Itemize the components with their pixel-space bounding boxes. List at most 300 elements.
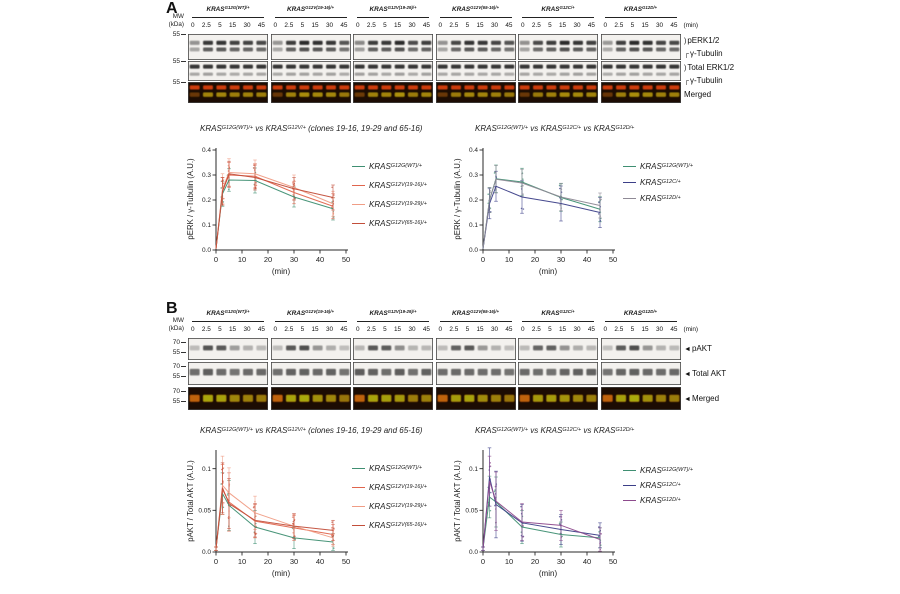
timepoint-labels (356, 22, 430, 29)
timepoint: 45 (257, 326, 265, 333)
timepoint: 45 (505, 22, 513, 29)
blot-image-mergedB (188, 387, 268, 410)
arrowhead-icon: ◄ (684, 396, 691, 403)
legend-line-swatch (352, 506, 365, 508)
svg-text:0.05: 0.05 (198, 507, 211, 515)
mw-marker (160, 339, 186, 346)
timepoint: 15 (559, 22, 567, 29)
chart-plot (184, 138, 356, 288)
legend-line-swatch (352, 185, 365, 187)
timepoint-labels (191, 326, 265, 333)
blot-image-pAKT (353, 338, 433, 360)
blot-image-mergedB (601, 387, 681, 410)
blot-row-label (684, 36, 719, 45)
legend-line-swatch (352, 204, 365, 206)
svg-text:10: 10 (237, 255, 247, 264)
svg-text:(min): (min) (271, 569, 291, 578)
timepoint: 45 (422, 22, 430, 29)
blot-panel (188, 34, 268, 60)
timepoint: 0 (273, 326, 278, 333)
mw-marker (160, 58, 186, 65)
timepoint: 15 (229, 22, 237, 29)
blot-row-label (684, 49, 723, 58)
svg-text:50: 50 (341, 255, 351, 264)
blot-image-totalAKT (601, 362, 681, 385)
blot-panel (271, 362, 351, 385)
timepoint: 5 (465, 326, 470, 333)
mw-tick (181, 391, 186, 392)
legend-line-swatch (352, 468, 365, 470)
timepoint: 15 (476, 22, 484, 29)
blot-panel (353, 362, 433, 385)
svg-text:0.0: 0.0 (201, 247, 211, 255)
svg-text:0.0: 0.0 (201, 549, 211, 557)
blot-panel (436, 362, 516, 385)
timepoint: 30 (325, 326, 334, 333)
legend-label: $KRAS^{G12C/+}$ (640, 481, 681, 490)
timepoint: 2.5 (366, 326, 376, 333)
panel-b-label: B (166, 300, 178, 317)
svg-text:20: 20 (263, 255, 273, 264)
blot-row-label-text: Merged (691, 394, 720, 403)
timepoint: 5 (630, 22, 635, 29)
timepoint: 30 (408, 22, 416, 29)
svg-text:0: 0 (213, 255, 219, 264)
blot-panel (601, 61, 681, 81)
mw-kda-label: MW (kDa) (168, 317, 184, 332)
panel-a-label: A (166, 0, 178, 17)
timepoint: 30 (243, 22, 251, 29)
mw-marker (160, 388, 186, 395)
mw-value: 70 (172, 363, 180, 370)
chart-legend (623, 162, 693, 210)
timepoint: 45 (670, 326, 678, 333)
legend-label: $KRAS^{G12G(WT)/+}$ (369, 162, 423, 171)
blot-panel (353, 34, 433, 60)
genotype-label: $KRAS^{G12V(19-16)/+}$ (287, 5, 334, 13)
legend-line-swatch (352, 525, 365, 527)
timepoint: 15 (394, 22, 402, 29)
timepoint: 30 (408, 326, 416, 333)
legend-label: $KRAS^{G12C/+}$ (640, 178, 681, 187)
blot-panel (436, 387, 516, 410)
legend-label: $KRAS^{G12V(19-29)/+}$ (369, 502, 427, 511)
timepoint: 5 (300, 22, 305, 29)
chart-title: $KRAS^{G12G(WT)/+}$ vs $KRAS^{G12C/+}$ vs $KRAS^{G12D/+}$ (475, 124, 635, 133)
timepoint: 30 (243, 326, 251, 333)
blot-image-pAKT (518, 338, 598, 360)
blot-row-label-text: Total AKT (691, 369, 727, 378)
timepoint: 2.5 (531, 326, 541, 333)
timepoint: 0 (603, 326, 608, 333)
legend-entry (352, 181, 427, 190)
blot-image-mergedA (271, 82, 351, 103)
timepoint-labels (439, 326, 513, 333)
blot-row-label (684, 63, 734, 72)
legend-entry (623, 194, 693, 203)
mw-marker (160, 398, 186, 405)
blot-panel (436, 338, 516, 360)
timepoint: 5 (383, 326, 387, 333)
blot-row-label (684, 344, 712, 353)
blot-panel (436, 34, 516, 60)
svg-text:0: 0 (480, 255, 486, 264)
blot-panel (353, 387, 433, 410)
svg-text:0.3: 0.3 (468, 172, 478, 180)
mw-marker (160, 31, 186, 38)
mw-value: 55 (172, 31, 180, 38)
genotype-label: $KRAS^{G12C/+}$ (541, 309, 575, 317)
timepoint: 2.5 (614, 22, 624, 29)
svg-text:pAKT / Total AKT (A.U.): pAKT / Total AKT (A.U.) (453, 460, 462, 542)
blot-image-doubletERK (271, 34, 351, 60)
blot-row-label (684, 76, 723, 85)
mw-tick (181, 366, 186, 367)
blot-panel (188, 61, 268, 81)
genotype-label: $KRAS^{G12D/+}$ (623, 309, 658, 317)
blot-panel (518, 362, 598, 385)
timepoint: 2.5 (284, 22, 294, 29)
blot-panel (601, 362, 681, 385)
svg-text:(min): (min) (538, 267, 558, 276)
mw-tick (181, 401, 186, 402)
timepoint-labels (274, 22, 348, 29)
timepoint-labels (604, 326, 678, 333)
svg-text:10: 10 (237, 557, 247, 566)
blot-image-doubletERK (353, 34, 433, 60)
blot-row-label-text: pERK1/2 (687, 36, 720, 45)
blot-panel (188, 82, 268, 103)
chart-legend (352, 464, 427, 540)
blot-panel (271, 387, 351, 410)
legend-line-swatch (623, 500, 636, 502)
legend-entry (623, 162, 693, 171)
blot-panel (518, 82, 598, 103)
timepoint: 2.5 (366, 22, 376, 29)
genotype-underline (192, 17, 264, 18)
svg-text:0.2: 0.2 (201, 197, 211, 205)
timepoint: 45 (587, 22, 595, 29)
svg-text:40: 40 (582, 557, 592, 566)
mw-kda-label: MW (kDa) (168, 13, 184, 28)
mw-value: 55 (172, 398, 180, 405)
genotype-underline (605, 17, 677, 18)
timepoint-labels (356, 326, 430, 333)
genotype-label: $KRAS^{G12D/+}$ (623, 5, 658, 13)
svg-text:0.0: 0.0 (468, 549, 478, 557)
svg-text:0: 0 (213, 557, 219, 566)
genotype-label: $KRAS^{G12V(65-16)/+}$ (452, 309, 499, 317)
legend-line-swatch (623, 166, 636, 168)
legend-entry (352, 521, 427, 530)
mw-value: 70 (172, 388, 180, 395)
chart-legend (623, 466, 693, 511)
blot-row-label (684, 394, 719, 403)
timepoint: 0 (521, 22, 525, 29)
min-unit-label: (min) (683, 22, 699, 29)
timepoint: 15 (229, 326, 237, 333)
legend-label: $KRAS^{G12G(WT)/+}$ (369, 464, 423, 473)
timepoint-labels (604, 22, 678, 29)
svg-text:0.4: 0.4 (201, 147, 211, 155)
timepoint: 5 (300, 326, 305, 333)
legend-label: $KRAS^{G12V(19-29)/+}$ (369, 200, 427, 209)
mw-value: 70 (172, 339, 180, 346)
blot-image-pAKT (601, 338, 681, 360)
svg-text:50: 50 (608, 557, 618, 566)
legend-line-swatch (623, 470, 636, 472)
chart-title: $KRAS^{G12G(WT)/+}$ vs $KRAS^{G12C/+}$ vs $KRAS^{G12D/+}$ (475, 426, 635, 435)
arrowhead-icon: ◄ (684, 371, 691, 378)
legend-line-swatch (352, 223, 365, 225)
brace-icon: ) (684, 38, 687, 45)
blot-panel (353, 61, 433, 81)
chart-title: $KRAS^{G12G(WT)/+}$ vs $KRAS^{G12V/+}$ (clones 19-16, 19-29 and 65-16) (200, 124, 423, 133)
blot-panel (271, 61, 351, 81)
genotype-label: $KRAS^{G12G(WT)/+}$ (206, 309, 250, 317)
genotype-underline (440, 321, 512, 322)
timepoint: 2.5 (614, 326, 624, 333)
blot-panel (188, 387, 268, 410)
legend-entry (623, 496, 693, 505)
svg-text:20: 20 (530, 255, 540, 264)
genotype-underline (522, 321, 594, 322)
genotype-label: $KRAS^{G12V(19-16)/+}$ (287, 309, 334, 317)
timepoint: 30 (490, 326, 499, 333)
svg-text:30: 30 (556, 557, 566, 566)
timepoint: 30 (490, 22, 499, 29)
svg-text:20: 20 (263, 557, 273, 566)
genotype-underline (275, 321, 347, 322)
svg-text:0.1: 0.1 (468, 222, 478, 230)
mw-value: 55 (172, 373, 180, 380)
blot-image-totalAKT (271, 362, 351, 385)
mw-tick (181, 352, 186, 353)
timepoint: 2.5 (284, 326, 294, 333)
blot-image-pAKT (271, 338, 351, 360)
blot-image-totalERK (436, 61, 516, 81)
mw-value: 55 (172, 58, 180, 65)
svg-text:0.0: 0.0 (468, 247, 478, 255)
brace-icon: ┌ (684, 51, 689, 58)
timepoint-labels (521, 326, 595, 333)
legend-line-swatch (623, 182, 636, 184)
timepoint: 45 (670, 22, 678, 29)
blot-image-totalAKT (188, 362, 268, 385)
timepoint: 45 (422, 326, 430, 333)
svg-text:(min): (min) (538, 569, 558, 578)
mw-value: 55 (172, 349, 180, 356)
timepoint: 5 (548, 326, 552, 333)
timepoint: 30 (655, 22, 664, 29)
svg-text:(min): (min) (271, 267, 291, 276)
svg-text:pAKT / Total AKT (A.U.): pAKT / Total AKT (A.U.) (186, 460, 195, 542)
blot-image-doubletERK (188, 34, 268, 60)
genotype-label: $KRAS^{G12C/+}$ (541, 5, 575, 13)
genotype-label: $KRAS^{G12V(19-29)/+}$ (369, 5, 417, 13)
genotype-label: $KRAS^{G12V(19-29)/+}$ (369, 309, 417, 317)
blot-image-totalAKT (436, 362, 516, 385)
mw-tick (181, 82, 186, 83)
blot-panel (436, 61, 516, 81)
blot-image-mergedA (518, 82, 598, 103)
blot-image-mergedB (436, 387, 516, 410)
svg-text:30: 30 (289, 255, 299, 264)
blot-panel (518, 387, 598, 410)
timepoint: 0 (521, 326, 525, 333)
svg-text:50: 50 (341, 557, 351, 566)
timepoint-labels (521, 22, 595, 29)
legend-entry (352, 219, 427, 228)
timepoint: 15 (641, 22, 649, 29)
blot-row-label (684, 369, 726, 378)
timepoint: 30 (325, 22, 334, 29)
timepoint: 5 (630, 326, 635, 333)
blot-row-label-text: Total ERK1/2 (687, 63, 735, 72)
genotype-label: $KRAS^{G12V(65-16)/+}$ (452, 5, 499, 13)
svg-text:40: 40 (582, 255, 592, 264)
svg-text:pERK / γ-Tubulin (A.U.): pERK / γ-Tubulin (A.U.) (453, 158, 462, 240)
mw-marker (160, 373, 186, 380)
chart-legend (352, 162, 427, 238)
timepoint: 45 (340, 22, 348, 29)
timepoint: 15 (476, 326, 484, 333)
blot-row-label (684, 90, 711, 99)
svg-text:0.2: 0.2 (468, 197, 478, 205)
legend-label: $KRAS^{G12V(19-16)/+}$ (369, 483, 427, 492)
timepoint: 45 (257, 22, 265, 29)
brace-icon: ) (684, 65, 687, 72)
svg-text:0.05: 0.05 (465, 507, 478, 515)
blot-image-mergedA (436, 82, 516, 103)
genotype-underline (192, 321, 264, 322)
blot-image-mergedA (188, 82, 268, 103)
legend-entry (352, 483, 427, 492)
svg-text:0.1: 0.1 (201, 465, 211, 473)
legend-line-swatch (623, 485, 636, 487)
blot-panel (353, 338, 433, 360)
timepoint: 0 (273, 22, 278, 29)
timepoint: 2.5 (449, 22, 459, 29)
svg-text:40: 40 (315, 255, 325, 264)
timepoint: 5 (218, 22, 222, 29)
blot-panel (601, 387, 681, 410)
timepoint: 15 (559, 326, 567, 333)
timepoint: 0 (191, 22, 195, 29)
legend-entry (623, 481, 693, 490)
blot-panel (271, 34, 351, 60)
svg-text:0.3: 0.3 (201, 172, 211, 180)
chart-plot (184, 440, 356, 590)
timepoint: 30 (573, 22, 581, 29)
timepoint: 15 (394, 326, 402, 333)
legend-line-swatch (352, 166, 365, 168)
blot-image-pAKT (436, 338, 516, 360)
blot-panel (518, 34, 598, 60)
blot-panel (436, 82, 516, 103)
blot-image-doubletERK (601, 34, 681, 60)
svg-text:40: 40 (315, 557, 325, 566)
arrowhead-icon: ◄ (684, 346, 691, 353)
timepoint: 45 (587, 326, 595, 333)
timepoint-labels (274, 326, 348, 333)
mw-value: 55 (172, 79, 180, 86)
timepoint: 0 (438, 326, 443, 333)
blot-row-label-text: γ-Tubulin (689, 49, 723, 58)
line-chart (184, 124, 484, 276)
blot-image-doubletERK (518, 34, 598, 60)
line-chart (451, 426, 751, 578)
timepoint: 0 (438, 22, 443, 29)
mw-tick (181, 342, 186, 343)
timepoint: 45 (505, 326, 513, 333)
legend-entry (352, 200, 427, 209)
mw-marker (160, 363, 186, 370)
brace-icon: ┌ (684, 78, 689, 85)
svg-text:0.1: 0.1 (201, 222, 211, 230)
timepoint: 30 (655, 326, 664, 333)
legend-label: $KRAS^{G12D/+}$ (640, 194, 681, 203)
blot-image-doubletERK (436, 34, 516, 60)
blot-image-mergedB (353, 387, 433, 410)
timepoint: 45 (340, 326, 348, 333)
legend-entry (623, 466, 693, 475)
genotype-underline (357, 321, 429, 322)
svg-text:30: 30 (556, 255, 566, 264)
blot-panel (518, 61, 598, 81)
legend-entry (352, 162, 427, 171)
blot-image-totalAKT (518, 362, 598, 385)
blot-panel (271, 82, 351, 103)
legend-label: $KRAS^{G12G(WT)/+}$ (640, 466, 694, 475)
blot-panel (271, 338, 351, 360)
blot-panel (601, 82, 681, 103)
genotype-label: $KRAS^{G12G(WT)/+}$ (206, 5, 250, 13)
timepoint-labels (191, 22, 265, 29)
blot-image-mergedB (271, 387, 351, 410)
blot-panel (353, 82, 433, 103)
legend-entry (352, 502, 427, 511)
genotype-underline (522, 17, 594, 18)
mw-tick (181, 34, 186, 35)
line-chart (451, 124, 751, 276)
svg-text:30: 30 (289, 557, 299, 566)
mw-marker (160, 79, 186, 86)
timepoint: 30 (573, 326, 581, 333)
legend-label: $KRAS^{G12V(65-16)/+}$ (369, 219, 427, 228)
chart-plot (451, 138, 623, 288)
timepoint: 0 (356, 326, 360, 333)
timepoint: 5 (548, 22, 552, 29)
legend-label: $KRAS^{G12G(WT)/+}$ (640, 162, 694, 171)
blot-image-totalERK (601, 61, 681, 81)
blot-image-mergedB (518, 387, 598, 410)
svg-text:0: 0 (480, 557, 486, 566)
legend-entry (623, 178, 693, 187)
timepoint: 2.5 (201, 22, 211, 29)
blot-panel (188, 362, 268, 385)
svg-text:20: 20 (530, 557, 540, 566)
blot-image-totalERK (188, 61, 268, 81)
timepoint: 5 (218, 326, 222, 333)
genotype-underline (357, 17, 429, 18)
svg-text:0.4: 0.4 (468, 147, 478, 155)
svg-text:10: 10 (504, 557, 514, 566)
timepoint: 15 (641, 326, 649, 333)
blot-panel (601, 34, 681, 60)
timepoint: 2.5 (531, 22, 541, 29)
legend-entry (352, 464, 427, 473)
